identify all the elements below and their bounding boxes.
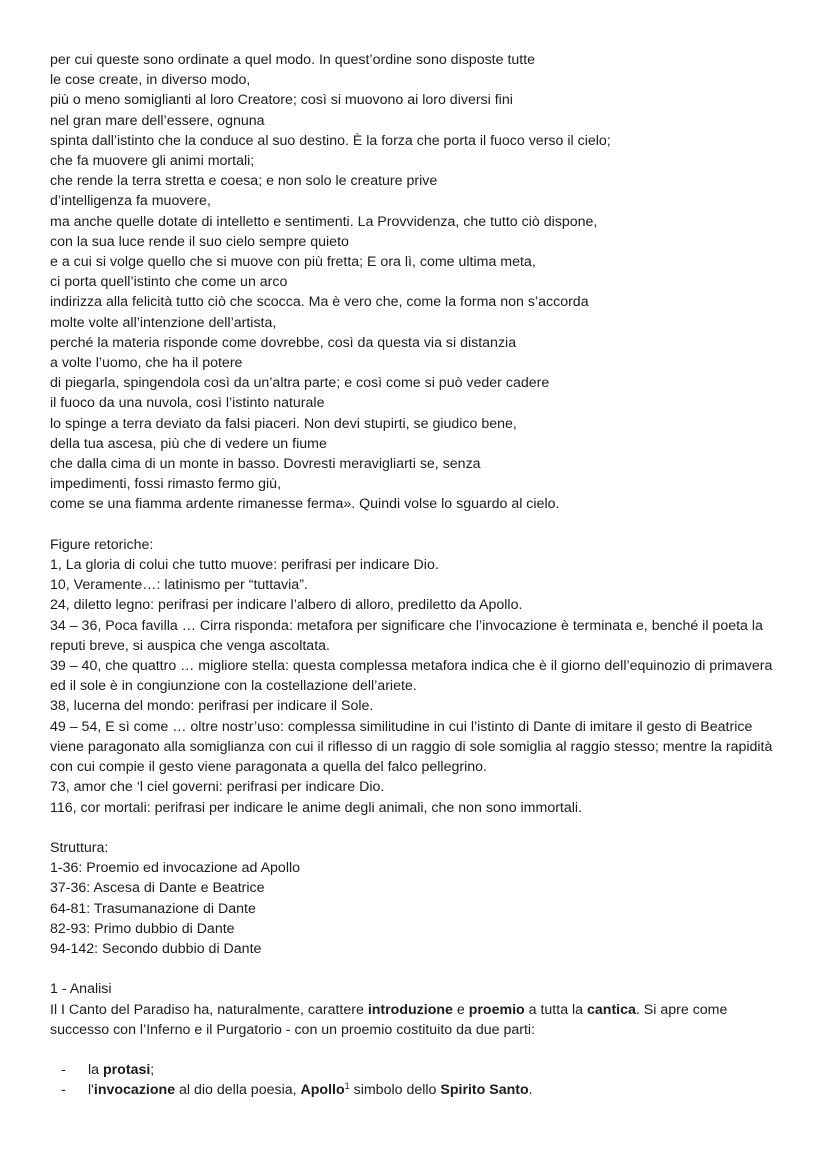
figure-item: 1, La gloria di colui che tutto muove: perifrasi per indicare Dio.: [50, 557, 439, 574]
poem-line: a volte l’uomo, che ha il potere: [50, 355, 243, 372]
structure-item: 37-36: Ascesa di Dante e Beatrice: [50, 880, 265, 897]
footnote-marker[interactable]: 1: [344, 1081, 350, 1092]
figure-item: 39 – 40, che quattro … migliore stella: questa complessa metafora indica che è il giorno dell’equinozio di primavera ed il sole è in congiunzione con la costellazione dell’ariete.: [50, 658, 773, 695]
poem-line: ma anche quelle dotate di intelletto e sentimenti. La Provvidenza, che tutto ciò dispone,: [50, 213, 598, 230]
poem-line: il fuoco da una nuvola, così l’istinto naturale: [50, 395, 325, 412]
figure-item: 34 – 36, Poca favilla … Cirra risponda: metafora per significare che l’invocazione è terminata e, benché il poeta la reputi breve, si auspica che venga ascoltata.: [50, 617, 763, 654]
figure-item: 73, amor che ‘l ciel governi: perifrasi per indicare Dio.: [50, 779, 385, 796]
list-item: - l'invocazione al dio della poesia, Apollo$^1$ simbolo dello Spirito Santo.: [61, 1081, 533, 1099]
structure-section: [50, 838, 780, 959]
structure-item: 1-36: Proemio ed invocazione ad Apollo: [50, 860, 301, 877]
section-heading: Figure retoriche:: [50, 536, 154, 553]
poem-line: d’intelligenza fa muovere,: [50, 193, 211, 210]
poem-line: della tua ascesa, più che di vedere un fiume: [50, 435, 327, 452]
list-item: - la protasi;: [61, 1062, 155, 1079]
poem-line: più o meno somiglianti al loro Creatore; così si muovono ai loro diversi fini: [50, 92, 513, 109]
poem-translation: [50, 50, 780, 515]
poem-line: indirizza alla felicità tutto ciò che scocca. Ma è vero che, come la forma non s’accorda: [50, 294, 589, 311]
structure-item: 94-142: Secondo dubbio di Dante: [50, 940, 262, 957]
poem-line: con la sua luce rende il suo cielo sempre quieto: [50, 233, 349, 250]
document-page: [50, 50, 780, 1101]
poem-line: impedimenti, fossi rimasto fermo giù,: [50, 476, 282, 493]
figure-item: 49 – 54, E sì come … oltre nostr’uso: complessa similitudine in cui l’istinto di Dante di imitare il gesto di Beatrice viene paragonato alla somiglianza con cui il riflesso di un raggio di sole somiglia al raggio stesso; mentre la rapidità con cui compie il gesto viene paragonata a quella del falco pellegrino.: [50, 718, 773, 776]
figure-item: 24, diletto legno: perifrasi per indicare l’albero di alloro, prediletto da Apollo.: [50, 597, 523, 614]
poem-line: che fa muovere gli animi mortali;: [50, 153, 255, 170]
figure-item: 116, cor mortali: perifrasi per indicare le anime degli animali, che non sono immortali.: [50, 799, 583, 816]
poem-line: le cose create, in diverso modo,: [50, 72, 251, 89]
poem-line: che rende la terra stretta e coesa; e non solo le creature prive: [50, 173, 438, 190]
figure-item: 10, Veramente…: latinismo per “tuttavia”.: [50, 577, 308, 594]
figure-item: 38, lucerna del mondo: perifrasi per indicare il Sole.: [50, 698, 374, 715]
poem-line: per cui queste sono ordinate a quel modo. In quest’ordine sono disposte tutte: [50, 52, 536, 68]
analysis-section: [50, 979, 780, 1100]
poem-line: che dalla cima di un monte in basso. Dovresti meravigliarti se, senza: [50, 456, 481, 473]
section-heading: Struttura:: [50, 839, 109, 856]
rhetorical-figures-section: [50, 535, 780, 818]
poem-line: e a cui si volge quello che si muove con più fretta; E ora lì, come ultima meta,: [50, 254, 536, 271]
poem-line: spinta dall’istinto che la conduce al suo destino. È la forza che porta il fuoco verso il cielo;: [50, 132, 611, 149]
structure-item: 82-93: Primo dubbio di Dante: [50, 920, 235, 937]
analysis-paragraph: Il I Canto del Paradiso ha, naturalmente, carattere introduzione e proemio a tutta la cantica. Si apre come successo con l’Inferno e il Purgatorio - con un proemio costituito da due parti:: [50, 1001, 728, 1038]
poem-line: come se una fiamma ardente rimanesse ferma». Quindi volse lo sguardo al cielo.: [50, 496, 560, 513]
structure-item: 64-81: Trasumanazione di Dante: [50, 900, 256, 917]
proemio-parts-list: [50, 1060, 780, 1100]
poem-line: nel gran mare dell’essere, ognuna: [50, 112, 265, 129]
poem-line: ci porta quell’istinto che come un arco: [50, 274, 288, 291]
poem-line: molte volte all’intenzione dell’artista,: [50, 314, 277, 331]
poem-line: di piegarla, spingendola così da un’altra parte; e così come si può veder cadere: [50, 375, 550, 392]
poem-line: lo spinge a terra deviato da falsi piaceri. Non devi stupirti, se giudico bene,: [50, 415, 517, 432]
section-heading: 1 - Analisi: [50, 981, 112, 998]
poem-line: perché la materia risponde come dovrebbe, così da questa via si distanzia: [50, 334, 517, 351]
